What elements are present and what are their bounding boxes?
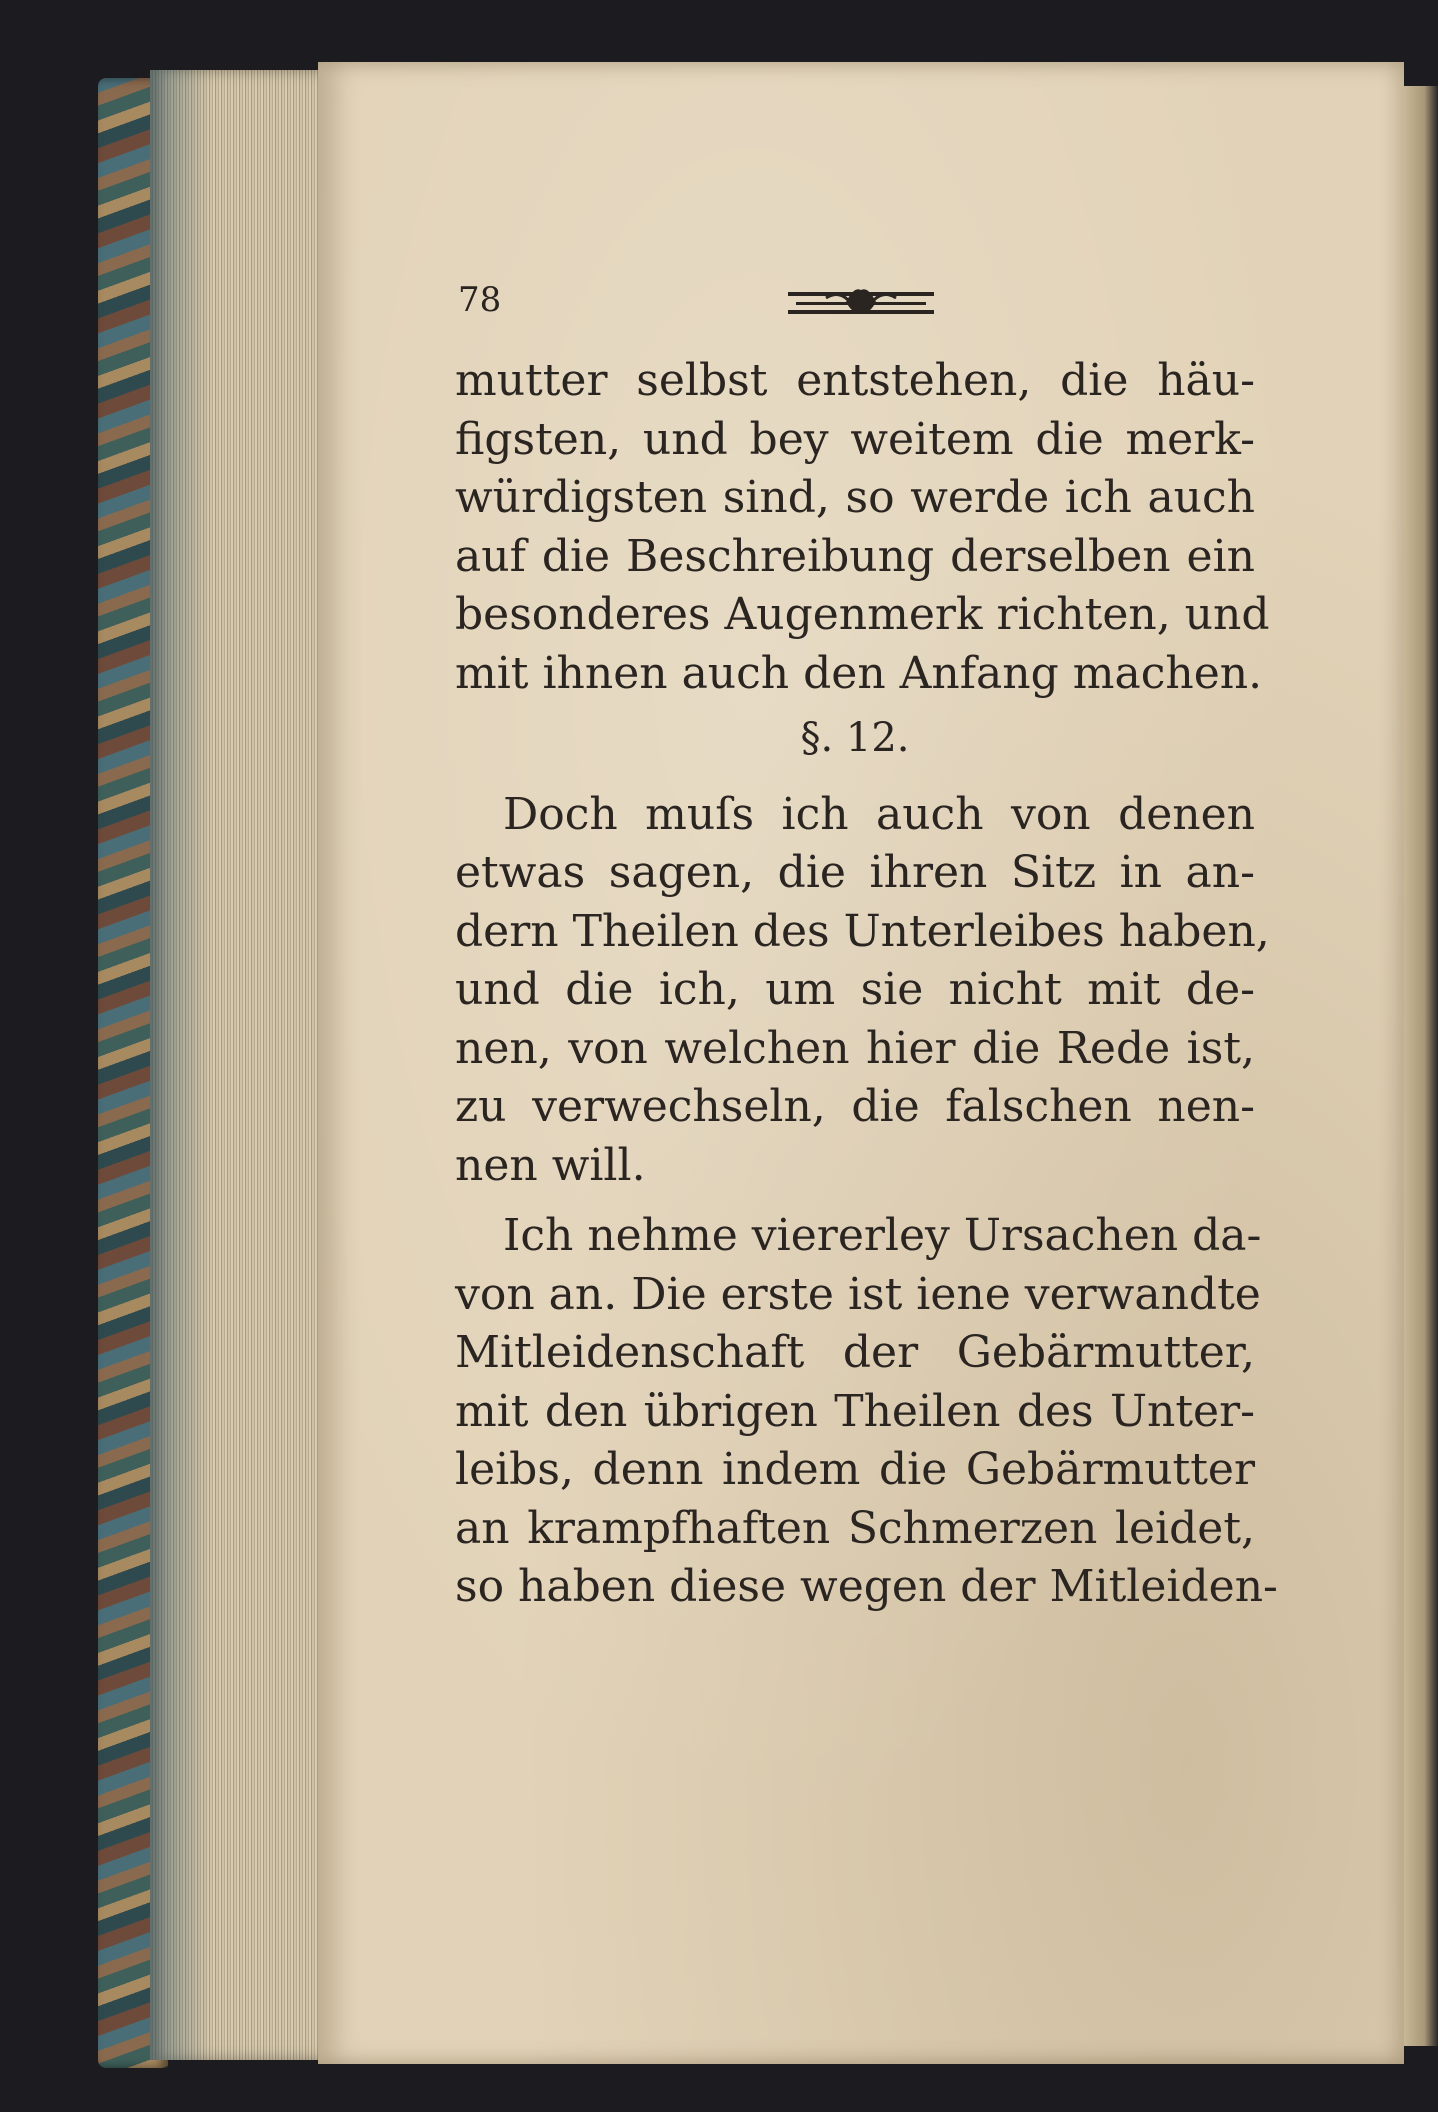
- text-line: nen will.: [455, 1139, 646, 1191]
- section-heading: §. 12.: [800, 715, 910, 761]
- page-header: [458, 276, 1238, 336]
- facing-page-edge: [1404, 86, 1438, 2046]
- text-line: nen, von welchen hier die Rede ist,: [455, 1022, 1255, 1074]
- text-line: leibs, denn indem die Gebärmutter: [455, 1444, 1255, 1495]
- body-text: [455, 352, 1278, 1617]
- text-line: auf die Beschreibung derselben ein: [455, 530, 1255, 582]
- text-line: Doch muſs ich auch von denen: [503, 788, 1255, 840]
- text-line: mit ihnen auch den Anfang machen.: [455, 647, 1263, 699]
- text-line: so haben diese wegen der Mitleiden-: [455, 1561, 1278, 1612]
- text-line: etwas sagen, die ihren Sitz in an-: [455, 847, 1255, 898]
- page-number: 78: [458, 280, 502, 320]
- page-edges: [150, 70, 330, 2060]
- text-line: besonderes Augenmerk richten, und: [455, 589, 1270, 640]
- text-line: mutter selbst entstehen, die häu-: [455, 355, 1255, 406]
- text-line: mit den übrigen Theilen des Unter-: [455, 1385, 1255, 1437]
- text-line: würdigsten sind, so werde ich auch: [455, 472, 1255, 523]
- text-line: figsten, und bey weitem die merk-: [455, 413, 1255, 465]
- text-line: Ich nehme viererley Ursachen da-: [503, 1210, 1262, 1261]
- paragraph-gap: [455, 1195, 1255, 1207]
- printer-ornament-icon: [786, 276, 936, 324]
- text-line: und die ich, um sie nicht mit de-: [455, 964, 1255, 1015]
- text-line: von an. Die erste ist iene verwandte: [455, 1268, 1261, 1320]
- text-line: Mitleidenschaft der Gebärmutter,: [455, 1327, 1255, 1378]
- text-line: an krampfhaften Schmerzen leidet,: [455, 1502, 1255, 1554]
- text-line: zu verwechseln, die falschen nen-: [455, 1081, 1255, 1132]
- text-line: dern Theilen des Unterleibes haben,: [455, 905, 1270, 957]
